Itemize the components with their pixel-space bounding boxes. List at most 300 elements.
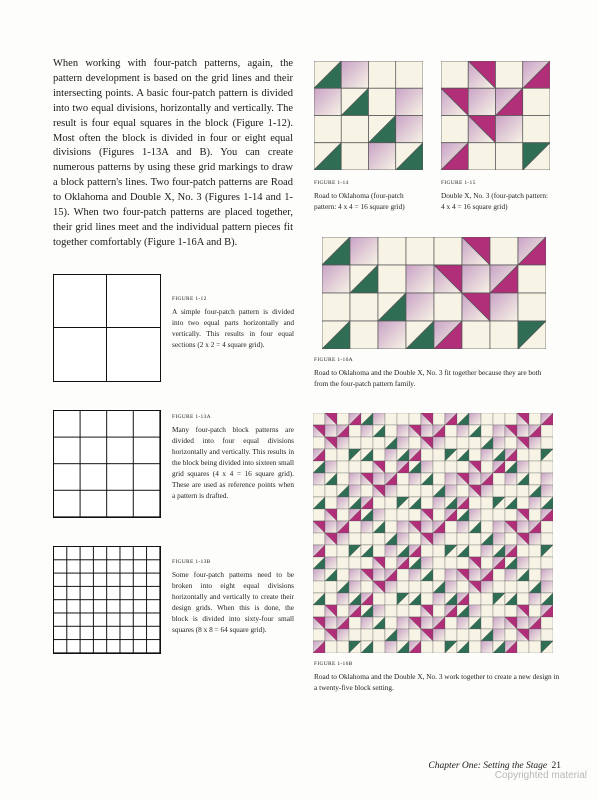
figure-1-13a-text: Many four-patch block patterns are divided into four equal divisions horizontally and vertically. This results in the block being divided into sixteen small grid squares (4 x 4 = 16 square grid). These are used as reference points when a pattern is drafted.: [172, 425, 294, 500]
figure-1-15-caption: [441, 180, 553, 212]
gradient-square: [493, 425, 505, 437]
gradient-square: [385, 581, 397, 593]
light-square: [523, 116, 550, 143]
light-square: [529, 557, 541, 569]
light-square: [445, 521, 457, 533]
gradient-square: [406, 293, 434, 321]
figure-1-12-text: A simple four-patch pattern is divided into two equal parts horizontally and vertically. This results in four equal sections (2 x 2 = 4 square grid).: [172, 307, 294, 349]
gradient-square: [361, 521, 373, 533]
light-square: [313, 533, 325, 545]
figure-1-12-title: FIGURE 1-12: [172, 296, 207, 302]
light-square: [481, 413, 493, 425]
gradient-square: [529, 593, 541, 605]
gradient-square: [457, 425, 469, 437]
gradient-square: [325, 425, 337, 437]
light-square: [469, 593, 481, 605]
light-square: [505, 629, 517, 641]
light-square: [373, 641, 385, 653]
gradient-square: [493, 533, 505, 545]
intro-paragraph: When working with four-patch patterns, again, the pattern development is based on the grid lines and their intersecting points. A basic four-patch pattern is divided into two equal divisions, horizontally and vertically. The result is four equal squares in the block (Figure 1-12). Most often the block is divided in four or eight equal divisions (Figures 1-13A and B). You can create numerous patterns by using these grid markings to draw a block pattern's lines. Two four-patch patterns are Road to Oklahoma and Double X, No. 3 (Figures 1-14 and 1-15). When two four-patch patterns are placed together, their grid lines meet and the individual pattern pieces fit together comfortably (Figure 1-16A and B).: [53, 58, 293, 248]
light-square: [421, 593, 433, 605]
light-square: [397, 581, 409, 593]
grid-8x8-figure: [53, 546, 161, 654]
light-square: [409, 629, 421, 641]
light-square: [481, 425, 493, 437]
gradient-square: [406, 265, 434, 293]
light-square: [373, 629, 385, 641]
gradient-square: [505, 473, 517, 485]
light-square: [433, 605, 445, 617]
light-square: [493, 581, 505, 593]
double-x-svg: [441, 61, 550, 170]
light-square: [349, 425, 361, 437]
light-square: [325, 449, 337, 461]
gradient-square: [397, 629, 409, 641]
road-to-oklahoma-block: [314, 61, 423, 170]
gradient-square: [385, 485, 397, 497]
light-square: [337, 413, 349, 425]
light-square: [541, 533, 553, 545]
light-square: [397, 413, 409, 425]
gradient-square: [337, 593, 349, 605]
light-square: [409, 485, 421, 497]
light-square: [337, 461, 349, 473]
gradient-square: [397, 533, 409, 545]
light-square: [493, 509, 505, 521]
light-square: [397, 509, 409, 521]
combined-blocks-svg: [322, 237, 546, 349]
figure-1-13b-title: FIGURE 1-13B: [172, 559, 211, 565]
gradient-square: [385, 545, 397, 557]
light-square: [373, 545, 385, 557]
light-square: [457, 629, 469, 641]
light-square: [373, 533, 385, 545]
gradient-square: [349, 581, 361, 593]
gradient-square: [541, 569, 553, 581]
light-square: [325, 545, 337, 557]
gradient-square: [397, 617, 409, 629]
gradient-square: [349, 485, 361, 497]
gradient-square: [350, 237, 378, 265]
gradient-square: [529, 533, 541, 545]
gradient-square: [373, 509, 385, 521]
light-square: [409, 533, 421, 545]
light-square: [421, 641, 433, 653]
light-square: [529, 509, 541, 521]
light-square: [517, 449, 529, 461]
gradient-square: [445, 473, 457, 485]
figure-1-14-text: Road to Oklahoma (four-patch pattern: 4 x 4 = 16 square grid): [314, 191, 405, 211]
light-square: [385, 425, 397, 437]
light-square: [493, 413, 505, 425]
gradient-square: [373, 473, 385, 485]
gradient-square: [396, 116, 423, 143]
light-square: [505, 413, 517, 425]
light-square: [337, 557, 349, 569]
light-square: [313, 413, 325, 425]
light-square: [350, 321, 378, 349]
light-square: [341, 143, 368, 170]
light-square: [481, 521, 493, 533]
gradient-square: [469, 569, 481, 581]
figure-1-16a-caption: [314, 357, 554, 389]
light-square: [441, 61, 468, 88]
light-square: [378, 265, 406, 293]
gradient-square: [373, 605, 385, 617]
light-square: [434, 237, 462, 265]
copyright-notice: Copyrighted material: [494, 770, 587, 781]
light-square: [529, 449, 541, 461]
gradient-square: [517, 617, 529, 629]
gradient-square: [421, 557, 433, 569]
gradient-square: [493, 521, 505, 533]
light-square: [445, 617, 457, 629]
light-square: [322, 293, 350, 321]
gradient-square: [361, 425, 373, 437]
light-square: [361, 629, 373, 641]
light-square: [433, 413, 445, 425]
light-square: [349, 461, 361, 473]
gradient-square: [517, 461, 529, 473]
light-square: [325, 497, 337, 509]
light-square: [409, 509, 421, 521]
gradient-square: [541, 473, 553, 485]
combined-blocks-figure: [322, 237, 546, 349]
light-square: [445, 557, 457, 569]
light-square: [469, 545, 481, 557]
light-square: [541, 617, 553, 629]
light-square: [409, 605, 421, 617]
grid-2x2-figure: [53, 274, 161, 382]
light-square: [517, 593, 529, 605]
light-square: [373, 437, 385, 449]
light-square: [517, 581, 529, 593]
twenty-five-block-svg: [313, 413, 553, 653]
light-square: [385, 605, 397, 617]
gradient-square: [397, 425, 409, 437]
light-square: [433, 461, 445, 473]
gradient-square: [481, 545, 493, 557]
light-square: [445, 629, 457, 641]
light-square: [433, 557, 445, 569]
light-square: [433, 473, 445, 485]
gradient-square: [409, 473, 421, 485]
light-square: [397, 569, 409, 581]
light-square: [457, 485, 469, 497]
figure-1-16b-title: FIGURE 1-16B: [314, 661, 353, 667]
light-square: [541, 461, 553, 473]
light-square: [433, 449, 445, 461]
light-square: [529, 473, 541, 485]
gradient-square: [385, 641, 397, 653]
light-square: [337, 605, 349, 617]
light-square: [445, 437, 457, 449]
gradient-square: [462, 265, 490, 293]
double-x-block: [441, 61, 550, 170]
light-square: [505, 509, 517, 521]
light-square: [457, 533, 469, 545]
light-square: [541, 629, 553, 641]
gradient-square: [433, 593, 445, 605]
gradient-square: [517, 557, 529, 569]
light-square: [468, 143, 495, 170]
light-square: [433, 545, 445, 557]
light-square: [505, 437, 517, 449]
light-square: [406, 237, 434, 265]
gradient-square: [325, 521, 337, 533]
figure-1-16a-text: Road to Oklahoma and the Double X, No. 3 fit together because they are both from the four-patch pattern family.: [314, 368, 542, 388]
light-square: [325, 485, 337, 497]
gradient-square: [433, 533, 445, 545]
light-square: [337, 449, 349, 461]
gradient-square: [325, 461, 337, 473]
gradient-square: [517, 521, 529, 533]
gradient-square: [529, 629, 541, 641]
gradient-square: [349, 569, 361, 581]
gradient-square: [397, 521, 409, 533]
light-square: [469, 629, 481, 641]
light-square: [397, 485, 409, 497]
figure-1-14-caption: [314, 180, 426, 212]
light-square: [481, 617, 493, 629]
gradient-square: [457, 521, 469, 533]
light-square: [493, 485, 505, 497]
gradient-square: [469, 509, 481, 521]
light-square: [369, 61, 396, 88]
light-square: [517, 497, 529, 509]
light-square: [523, 88, 550, 115]
gradient-square: [349, 473, 361, 485]
light-square: [493, 569, 505, 581]
light-square: [361, 581, 373, 593]
light-square: [434, 293, 462, 321]
figure-1-16b-text: Road to Oklahoma and the Double X, No. 3 work together to create a new design in a twenty-five block setting.: [314, 672, 560, 692]
road-to-oklahoma-svg: [314, 61, 423, 170]
gradient-square: [445, 569, 457, 581]
light-square: [341, 116, 368, 143]
light-square: [481, 605, 493, 617]
light-square: [457, 581, 469, 593]
light-square: [378, 237, 406, 265]
gradient-square: [313, 473, 325, 485]
light-square: [349, 617, 361, 629]
light-square: [517, 545, 529, 557]
light-square: [496, 143, 523, 170]
gradient-square: [397, 437, 409, 449]
light-square: [385, 413, 397, 425]
light-square: [385, 497, 397, 509]
gradient-square: [337, 629, 349, 641]
chapter-title: Chapter One: Setting the Stage: [428, 761, 548, 771]
gradient-square: [373, 413, 385, 425]
figure-1-16a-title: FIGURE 1-16A: [314, 357, 353, 363]
light-square: [469, 449, 481, 461]
light-square: [421, 485, 433, 497]
figure-1-15-text: Double X, No. 3 (four-patch pattern: 4 x 4 = 16 square grid): [441, 191, 549, 211]
light-square: [385, 509, 397, 521]
gradient-square: [490, 293, 518, 321]
light-square: [493, 473, 505, 485]
gradient-square: [325, 617, 337, 629]
figure-1-13b-caption: [172, 559, 294, 635]
light-square: [421, 581, 433, 593]
light-square: [349, 437, 361, 449]
light-square: [441, 116, 468, 143]
light-square: [469, 641, 481, 653]
light-square: [350, 293, 378, 321]
light-square: [349, 521, 361, 533]
light-square: [369, 88, 396, 115]
light-square: [529, 605, 541, 617]
gradient-square: [517, 425, 529, 437]
light-square: [433, 569, 445, 581]
light-square: [529, 413, 541, 425]
gradient-square: [361, 617, 373, 629]
light-square: [469, 533, 481, 545]
light-square: [496, 61, 523, 88]
light-square: [314, 116, 341, 143]
gradient-square: [457, 617, 469, 629]
light-square: [518, 265, 546, 293]
light-square: [541, 437, 553, 449]
gradient-square: [481, 485, 493, 497]
figure-1-15-title: FIGURE 1-15: [441, 180, 476, 186]
gradient-square: [396, 88, 423, 115]
page-number: 21: [551, 761, 561, 771]
light-square: [313, 509, 325, 521]
light-square: [469, 497, 481, 509]
grid-4x4-figure: [53, 410, 161, 518]
light-square: [385, 461, 397, 473]
light-square: [481, 557, 493, 569]
light-square: [529, 641, 541, 653]
light-square: [337, 545, 349, 557]
light-square: [409, 581, 421, 593]
gradient-square: [481, 449, 493, 461]
light-square: [493, 605, 505, 617]
gradient-square: [529, 497, 541, 509]
light-square: [445, 425, 457, 437]
gradient-square: [322, 265, 350, 293]
gradient-square: [313, 569, 325, 581]
figure-1-13a-caption: [172, 414, 294, 501]
light-square: [505, 485, 517, 497]
light-square: [421, 449, 433, 461]
light-square: [337, 473, 349, 485]
gradient-square: [421, 461, 433, 473]
gradient-square: [468, 88, 495, 115]
gradient-square: [421, 425, 433, 437]
gradient-square: [445, 485, 457, 497]
light-square: [457, 461, 469, 473]
light-square: [349, 629, 361, 641]
light-square: [517, 641, 529, 653]
light-square: [421, 497, 433, 509]
gradient-square: [493, 437, 505, 449]
light-square: [361, 485, 373, 497]
light-square: [529, 461, 541, 473]
light-square: [462, 321, 490, 349]
light-square: [469, 437, 481, 449]
gradient-square: [373, 569, 385, 581]
gradient-square: [433, 437, 445, 449]
light-square: [541, 521, 553, 533]
light-square: [457, 437, 469, 449]
light-square: [505, 533, 517, 545]
gradient-square: [341, 61, 368, 88]
light-square: [313, 581, 325, 593]
light-square: [421, 545, 433, 557]
light-square: [337, 509, 349, 521]
light-square: [361, 557, 373, 569]
light-square: [433, 509, 445, 521]
gradient-square: [325, 557, 337, 569]
gradient-square: [541, 581, 553, 593]
light-square: [481, 509, 493, 521]
light-square: [385, 557, 397, 569]
gradient-square: [445, 581, 457, 593]
light-square: [529, 569, 541, 581]
gradient-square: [369, 143, 396, 170]
light-square: [505, 581, 517, 593]
gradient-square: [421, 521, 433, 533]
light-square: [313, 605, 325, 617]
figure-1-13a-title: FIGURE 1-13A: [172, 414, 211, 420]
light-square: [518, 293, 546, 321]
light-square: [397, 473, 409, 485]
light-square: [325, 641, 337, 653]
figure-1-12-caption: [172, 296, 294, 350]
light-square: [313, 629, 325, 641]
gradient-square: [505, 569, 517, 581]
light-square: [325, 593, 337, 605]
light-square: [433, 641, 445, 653]
light-square: [481, 461, 493, 473]
gradient-square: [469, 605, 481, 617]
light-square: [349, 533, 361, 545]
light-square: [385, 593, 397, 605]
light-square: [325, 581, 337, 593]
twenty-five-block-quilt: [313, 413, 553, 653]
light-square: [457, 557, 469, 569]
light-square: [445, 461, 457, 473]
light-square: [541, 557, 553, 569]
gradient-square: [541, 485, 553, 497]
gradient-square: [481, 581, 493, 593]
figure-1-13b-text: Some four-patch patterns need to be broken into eight equal divisions horizontally and vertically to create their design grids. When this is done, the block is divided into sixty-four small squares (8 x 8 = 64 square grid).: [172, 570, 294, 634]
light-square: [481, 593, 493, 605]
light-square: [490, 237, 518, 265]
light-square: [349, 557, 361, 569]
light-square: [409, 437, 421, 449]
light-square: [313, 437, 325, 449]
light-square: [396, 61, 423, 88]
gradient-square: [337, 497, 349, 509]
light-square: [313, 485, 325, 497]
gradient-square: [385, 449, 397, 461]
gradient-square: [469, 473, 481, 485]
light-square: [397, 605, 409, 617]
gradient-square: [433, 629, 445, 641]
gradient-square: [529, 437, 541, 449]
light-square: [445, 533, 457, 545]
gradient-square: [493, 617, 505, 629]
gradient-square: [337, 437, 349, 449]
gradient-square: [496, 116, 523, 143]
gradient-square: [481, 641, 493, 653]
figure-1-16b-caption: [314, 661, 564, 693]
gradient-square: [421, 617, 433, 629]
